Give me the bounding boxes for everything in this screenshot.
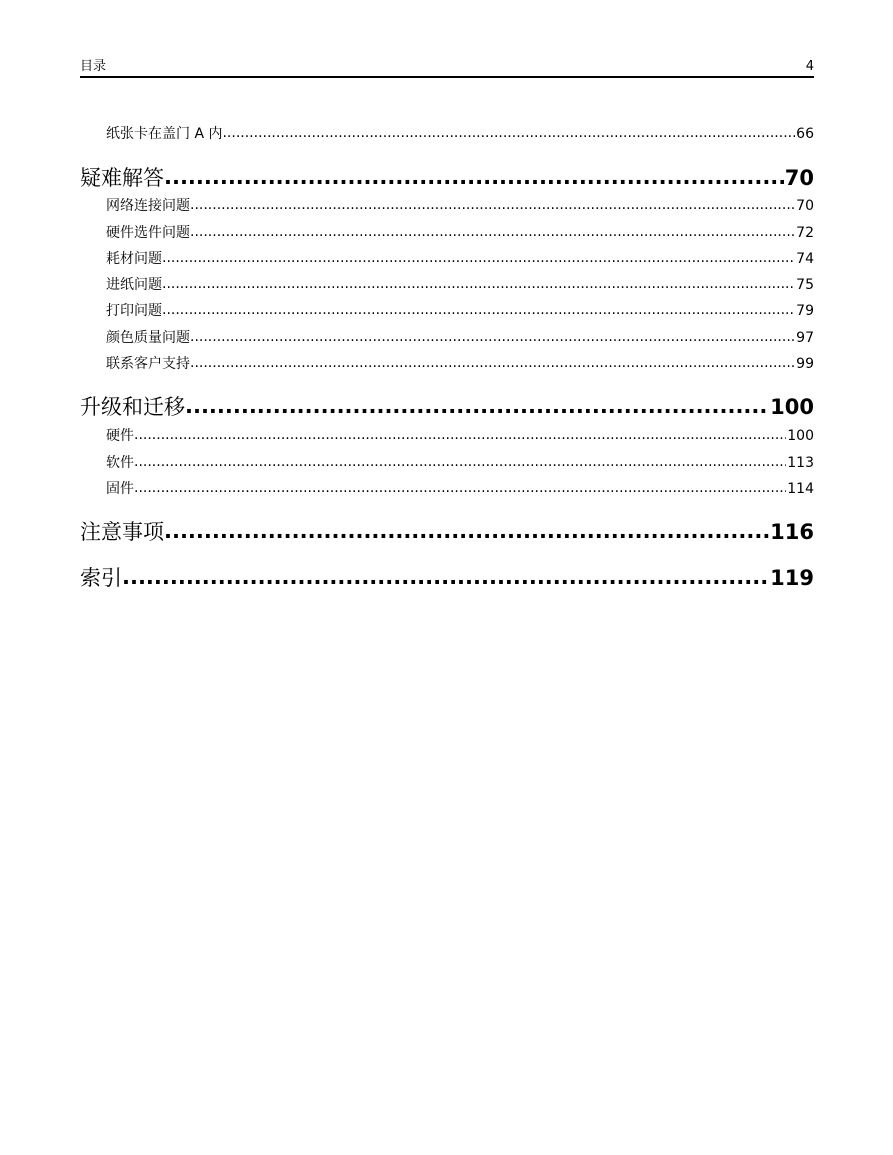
toc-entry-label: 硬件 <box>106 428 134 444</box>
toc-entry-page: 97 <box>796 330 814 346</box>
header-page-number: 4 <box>805 59 814 74</box>
toc-leader-dots <box>190 355 795 373</box>
toc-entry-label: 打印问题 <box>106 303 162 319</box>
toc-leader-dots <box>134 427 786 445</box>
toc-entry-firmware[interactable] <box>106 480 814 498</box>
toc-entry-label: 固件 <box>106 481 134 497</box>
page-header <box>80 58 814 78</box>
toc-section-label: 升级和迁移 <box>80 395 185 419</box>
toc-entry-label: 进纸问题 <box>106 277 162 293</box>
toc-section-page: 116 <box>770 520 814 544</box>
toc-leader-dots <box>134 454 786 472</box>
toc-leader-dots <box>162 250 795 268</box>
toc-entry-page: 70 <box>796 198 814 214</box>
toc-section-label: 疑难解答 <box>80 166 164 190</box>
toc-leader-dots <box>162 302 795 320</box>
toc-leader-dots <box>222 125 795 143</box>
toc-entry-label: 耗材问题 <box>106 251 162 267</box>
toc-entry-label: 纸张卡在盖门 A 内 <box>106 126 223 142</box>
toc-entry-label: 硬件选件问题 <box>106 225 190 241</box>
toc-section-upgrade-migrate[interactable] <box>80 394 814 420</box>
toc-entry-page: 75 <box>796 277 814 293</box>
toc-entry-software[interactable] <box>106 454 814 472</box>
toc-leader-dots <box>134 480 786 498</box>
toc-leader-dots <box>122 565 769 591</box>
toc-leader-dots <box>185 394 769 420</box>
toc-entry-hardware-options[interactable] <box>106 224 814 242</box>
toc-entry-contact-support[interactable] <box>106 355 814 373</box>
toc-section-page: 70 <box>784 166 814 190</box>
toc-entry-page: 72 <box>796 225 814 241</box>
toc-leader-dots <box>190 224 795 242</box>
header-title: 目录 <box>80 59 107 74</box>
toc-entry-color-quality[interactable] <box>106 329 814 347</box>
toc-entry-hardware[interactable] <box>106 427 814 445</box>
toc-section-page: 100 <box>770 395 814 419</box>
toc-entry-label: 软件 <box>106 455 134 471</box>
toc-section-troubleshooting[interactable] <box>80 165 814 191</box>
toc-entry-page: 113 <box>787 455 814 471</box>
toc-entry-label: 联系客户支持 <box>106 356 190 372</box>
toc-entry-page: 100 <box>787 428 814 444</box>
toc-entry-paper-jam-door-a[interactable] <box>106 125 814 143</box>
toc-entry-page: 79 <box>796 303 814 319</box>
toc-leader-dots <box>164 165 784 191</box>
toc-section-label: 索引 <box>80 566 122 590</box>
toc-section-notices[interactable] <box>80 519 814 545</box>
toc-entry-page: 99 <box>796 356 814 372</box>
toc-entry-network-connection[interactable] <box>106 197 814 215</box>
toc-entry-label: 网络连接问题 <box>106 198 190 214</box>
toc-entry-label: 颜色质量问题 <box>106 330 190 346</box>
toc-section-index[interactable] <box>80 565 814 591</box>
toc-entry-supplies[interactable] <box>106 250 814 268</box>
toc-section-page: 119 <box>770 566 814 590</box>
toc-leader-dots <box>190 197 795 215</box>
toc-leader-dots <box>190 329 795 347</box>
toc-leader-dots <box>162 276 795 294</box>
toc-leader-dots <box>164 519 769 545</box>
toc-entry-page: 66 <box>796 126 814 142</box>
toc-entry-paper-feed[interactable] <box>106 276 814 294</box>
toc-entry-page: 114 <box>787 481 814 497</box>
toc-entry-page: 74 <box>796 251 814 267</box>
toc-section-label: 注意事项 <box>80 520 164 544</box>
toc-entry-printing[interactable] <box>106 302 814 320</box>
